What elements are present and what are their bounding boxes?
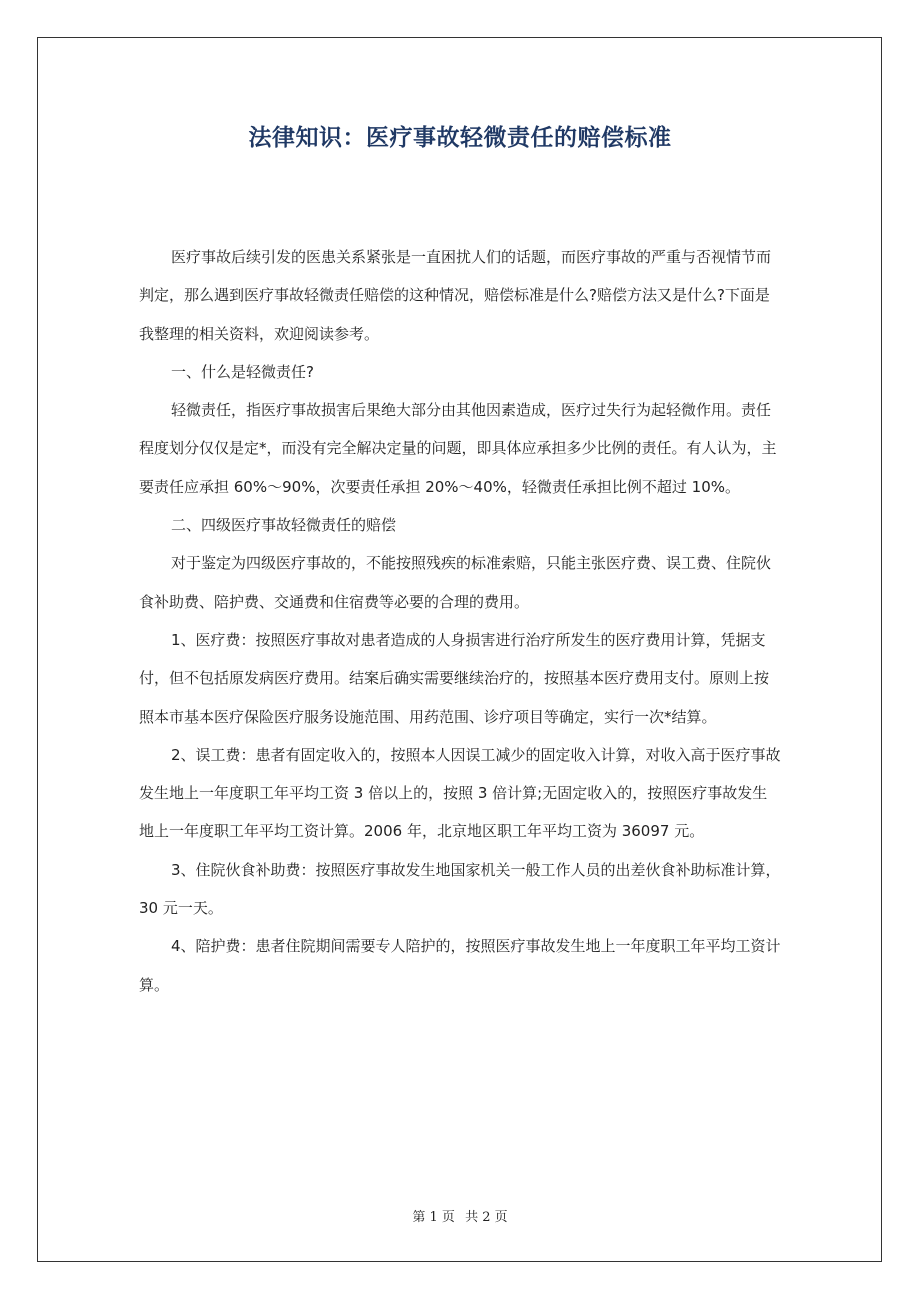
page-footer [0,1206,920,1225]
paragraph-intro: 医疗事故后续引发的医患关系紧张是一直困扰人们的话题，而医疗事故的严重与否视情节而判定，那么遇到医疗事故轻微责任赔偿的这种情况，赔偿标准是什么?赔偿方法又是什么?下面是我整理的相关资料，欢迎阅读参考。 [139,248,772,343]
paragraph-nursing-fee: 4、陪护费：患者住院期间需要专人陪护的，按照医疗事故发生地上一年度职工年平均工资计算。 [139,937,781,994]
section-heading-2: 二、四级医疗事故轻微责任的赔偿 [171,516,397,535]
paragraph-level-four: 对于鉴定为四级医疗事故的，不能按照残疾的标准索赔，只能主张医疗费、误工费、住院伙食补助费、陪护费、交通费和住宿费等必要的合理的费用。 [139,554,772,611]
paragraph-medical-fee: 1、医疗费：按照医疗事故对患者造成的人身损害进行治疗所发生的医疗费用计算，凭据支付，但不包括原发病医疗费用。结案后确实需要继续治疗的，按照基本医疗费用支付。原则上按照本市基本医疗保险医疗服务设施范围、用药范围、诊疗项目等确定，实行一次*结算。 [139,630,770,726]
paragraph-definition: 轻微责任，指医疗事故损害后果绝大部分由其他因素造成，医疗过失行为起轻微作用。责任程度划分仅仅是定*，而没有完全解决定量的问题，即具体应承担多少比例的责任。有人认为，主要责任应承担 60%～90%，次要责任承担 20%～40%，轻微责任承担比例不超过 10%。 [139,401,777,496]
document-body [139,238,782,1004]
section-heading-1: 一、什么是轻微责任? [171,362,314,381]
page-number: 第 1 页 [412,1210,455,1225]
paragraph-meal-allowance: 3、住院伙食补助费：按照医疗事故发生地国家机关一般工作人员的出差伙食补助标准计算，30 元一天。 [139,860,781,918]
page-total: 共 2 页 [465,1210,508,1225]
document-title: 法律知识：医疗事故轻微责任的赔偿标准 [248,125,672,151]
paragraph-lost-wages: 2、误工费：患者有固定收入的，按照本人因误工减少的固定收入计算，对收入高于医疗事故发生地上一年度职工年平均工资 3 倍以上的，按照 3 倍计算;无固定收入的，按照医疗事故发生地上一年度职工年平均工资计算。2006 年，北京地区职工年平均工资为 36097 元。 [139,745,781,841]
